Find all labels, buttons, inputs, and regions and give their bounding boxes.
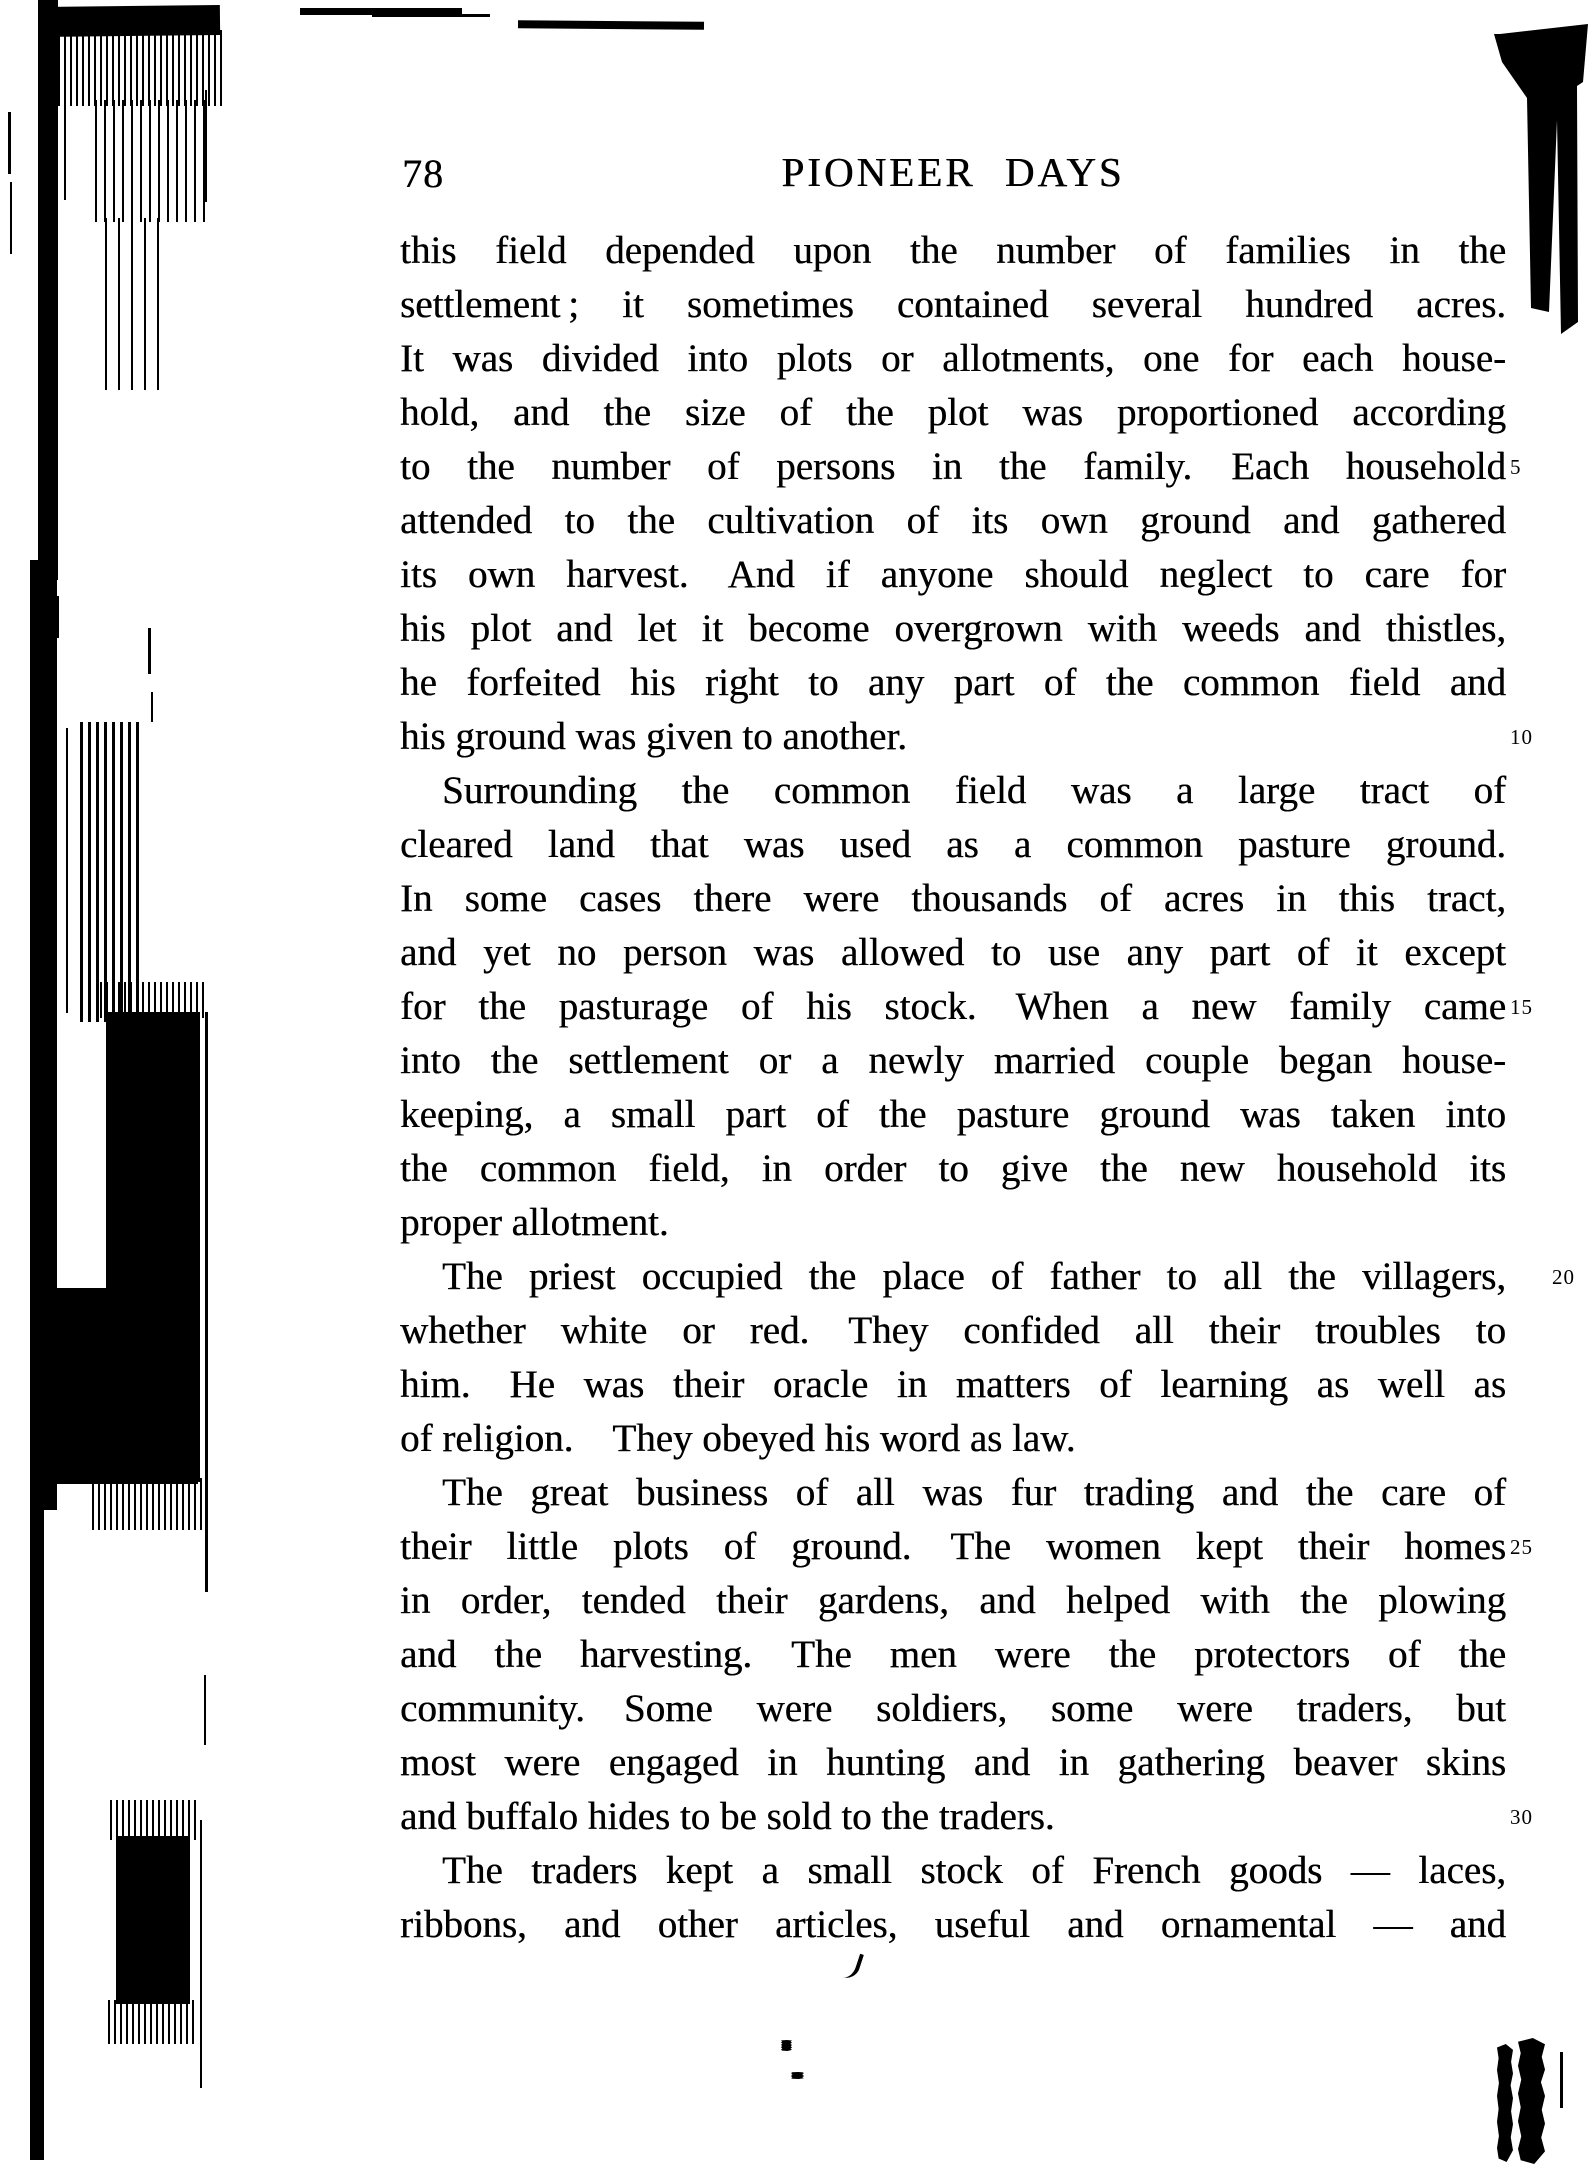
text-line-content: settlement ; it sometimes contained several hundred acres. bbox=[400, 283, 1506, 326]
text-line-content: to the number of persons in the family. Each household bbox=[400, 445, 1506, 488]
ink-artifact-comma-mark bbox=[842, 1951, 864, 1982]
text-line-content: ribbons, and other articles, useful and ornamental — and bbox=[400, 1903, 1506, 1946]
ink-artifact-bottom-right-bar-2 bbox=[1518, 2038, 1545, 2164]
ink-artifact-top-right-blob bbox=[1494, 24, 1588, 336]
ink-artifact-mid-left-bristles bbox=[80, 722, 142, 1022]
ink-artifact-mid-left-fringe-bottom bbox=[92, 1478, 208, 1530]
text-line bbox=[400, 278, 1506, 332]
text-line-content: their little plots of ground. The women kept their homes bbox=[400, 1525, 1506, 1568]
text-line bbox=[400, 710, 1533, 764]
ink-artifact-bottom-left-hairline bbox=[200, 1820, 202, 2088]
text-line bbox=[400, 1250, 1575, 1304]
text-line-content: cleared land that was used as a common pasture ground. bbox=[400, 823, 1506, 866]
body-lines bbox=[400, 224, 1575, 1952]
text-line-content: community. Some were soldiers, some were traders, but bbox=[400, 1687, 1506, 1730]
text-line-content: him. He was their oracle in matters of learning as well as bbox=[400, 1363, 1506, 1406]
ink-artifact-far-left-hair-1 bbox=[8, 112, 11, 174]
text-line bbox=[400, 1466, 1506, 1520]
ink-artifact-left-gutter-bar-top bbox=[38, 0, 58, 580]
text-line-content: the common field, in order to give the new household its bbox=[400, 1147, 1506, 1190]
text-line-content: his ground was given to another. bbox=[400, 715, 907, 758]
ink-artifact-mid-left-hairline-3 bbox=[204, 1675, 206, 1745]
ink-artifact-top-left-bristles-2 bbox=[95, 100, 207, 222]
text-line-content: in order, tended their gardens, and helped with the plowing bbox=[400, 1579, 1506, 1622]
ink-artifact-bottom-left-fringe-bottom bbox=[108, 2000, 196, 2044]
text-line bbox=[400, 548, 1506, 602]
page-title: PIONEER DAYS bbox=[781, 149, 1125, 195]
ink-artifact-small-tick-2 bbox=[148, 628, 151, 674]
text-line bbox=[400, 1304, 1506, 1358]
text-line bbox=[400, 224, 1506, 278]
text-line bbox=[400, 818, 1506, 872]
text-line-content: The priest occupied the place of father to all the villagers, bbox=[442, 1255, 1506, 1298]
text-line bbox=[400, 1358, 1506, 1412]
text-line bbox=[400, 386, 1506, 440]
text-line-content: and buffalo hides to be sold to the traders. bbox=[400, 1795, 1055, 1838]
margin-line-number: 25 bbox=[1510, 1535, 1533, 1559]
text-line-content: attended to the cultivation of its own ground and gathered bbox=[400, 499, 1506, 542]
text-line bbox=[400, 1628, 1506, 1682]
text-line bbox=[400, 1034, 1506, 1088]
text-line-content: proper allotment. bbox=[400, 1201, 669, 1244]
ink-artifact-speck-2 bbox=[791, 2072, 804, 2079]
margin-line-number: 30 bbox=[1510, 1805, 1533, 1829]
text-line bbox=[400, 1142, 1506, 1196]
text-line-content: whether white or red. They confided all their troubles to bbox=[400, 1309, 1506, 1352]
text-line bbox=[400, 1898, 1506, 1952]
margin-line-number: 20 bbox=[1552, 1265, 1575, 1289]
text-line bbox=[400, 1682, 1506, 1736]
ink-artifact-small-tick-1 bbox=[56, 596, 59, 638]
text-line-content: its own harvest. And if anyone should neglect to care for bbox=[400, 553, 1506, 596]
text-line-content: into the settlement or a newly married couple began house- bbox=[400, 1039, 1506, 1082]
ink-artifact-speck-1 bbox=[781, 2040, 792, 2051]
ink-artifact-bottom-right-bar-1 bbox=[1497, 2044, 1513, 2162]
text-line bbox=[400, 494, 1506, 548]
text-line-content: It was divided into plots or allotments, one for each house- bbox=[400, 337, 1506, 380]
text-line bbox=[400, 1520, 1533, 1574]
text-line bbox=[400, 1736, 1506, 1790]
text-line bbox=[400, 1412, 1506, 1466]
text-line-content: his plot and let it become overgrown with weeds and thistles, bbox=[400, 607, 1506, 650]
margin-line-number: 15 bbox=[1510, 995, 1533, 1019]
ink-artifact-left-gutter-bar-low bbox=[30, 1500, 44, 2160]
text-line-content: hold, and the size of the plot was proportioned according bbox=[400, 391, 1506, 434]
text-line-content: most were engaged in hunting and in gathering beaver skins bbox=[400, 1741, 1506, 1784]
text-line bbox=[400, 1088, 1506, 1142]
text-line-content: and the harvesting. The men were the protectors of the bbox=[400, 1633, 1506, 1676]
ink-artifact-bottom-right-hairline bbox=[1560, 2052, 1563, 2108]
text-line bbox=[400, 656, 1506, 710]
text-line bbox=[400, 764, 1506, 818]
text-line-content: In some cases there were thousands of acres in this tract, bbox=[400, 877, 1506, 920]
ink-artifact-top-left-bristles bbox=[58, 30, 223, 106]
ink-artifact-mid-left-hairline bbox=[66, 728, 68, 1013]
margin-line-number: 10 bbox=[1510, 725, 1533, 749]
ink-artifact-hairline-1 bbox=[64, 35, 66, 200]
ink-artifact-hairline-2 bbox=[205, 90, 207, 202]
text-line-content: he forfeited his right to any part of the common field and bbox=[400, 661, 1506, 704]
text-line-content: keeping, a small part of the pasture ground was taken into bbox=[400, 1093, 1506, 1136]
text-line bbox=[400, 440, 1522, 494]
ink-artifact-far-left-hair-2 bbox=[10, 182, 12, 254]
text-line-content: and yet no person was allowed to use any part of it except bbox=[400, 931, 1506, 974]
ink-artifact-top-left-bristles-3 bbox=[105, 218, 167, 390]
text-line bbox=[400, 980, 1533, 1034]
text-line bbox=[400, 872, 1506, 926]
text-line-content: this field depended upon the number of families in the bbox=[400, 229, 1506, 272]
text-line bbox=[400, 1790, 1533, 1844]
text-line-content: of religion. They obeyed his word as law. bbox=[400, 1417, 1076, 1460]
text-line bbox=[400, 602, 1506, 656]
page-number: 78 bbox=[402, 151, 444, 196]
text-line bbox=[400, 1844, 1506, 1898]
ink-artifact-bottom-left-blob bbox=[116, 1836, 190, 2004]
margin-line-number: 5 bbox=[1510, 455, 1522, 479]
ink-artifact-bottom-left-fringe-top bbox=[110, 1800, 196, 1840]
ink-artifact-mid-left-hairline-2 bbox=[205, 1012, 208, 1592]
ink-artifact-top-dash-1b bbox=[372, 14, 490, 17]
text-line bbox=[400, 332, 1506, 386]
ink-artifact-small-tick-3 bbox=[151, 692, 153, 722]
text-line-content: Surrounding the common field was a large tract of bbox=[442, 769, 1506, 812]
text-line-content: The traders kept a small stock of French goods — laces, bbox=[442, 1849, 1506, 1892]
text-line-content: The great business of all was fur trading and the care of bbox=[442, 1471, 1506, 1514]
ink-artifact-top-dash-2 bbox=[518, 20, 704, 30]
text-line bbox=[400, 926, 1506, 980]
ink-artifact-mid-left-blob-wide bbox=[48, 1288, 198, 1484]
text-line bbox=[400, 1196, 1506, 1250]
text-line bbox=[400, 1574, 1506, 1628]
page-header bbox=[400, 148, 1506, 206]
text-line-content: for the pasturage of his stock. When a new family came bbox=[400, 985, 1506, 1028]
